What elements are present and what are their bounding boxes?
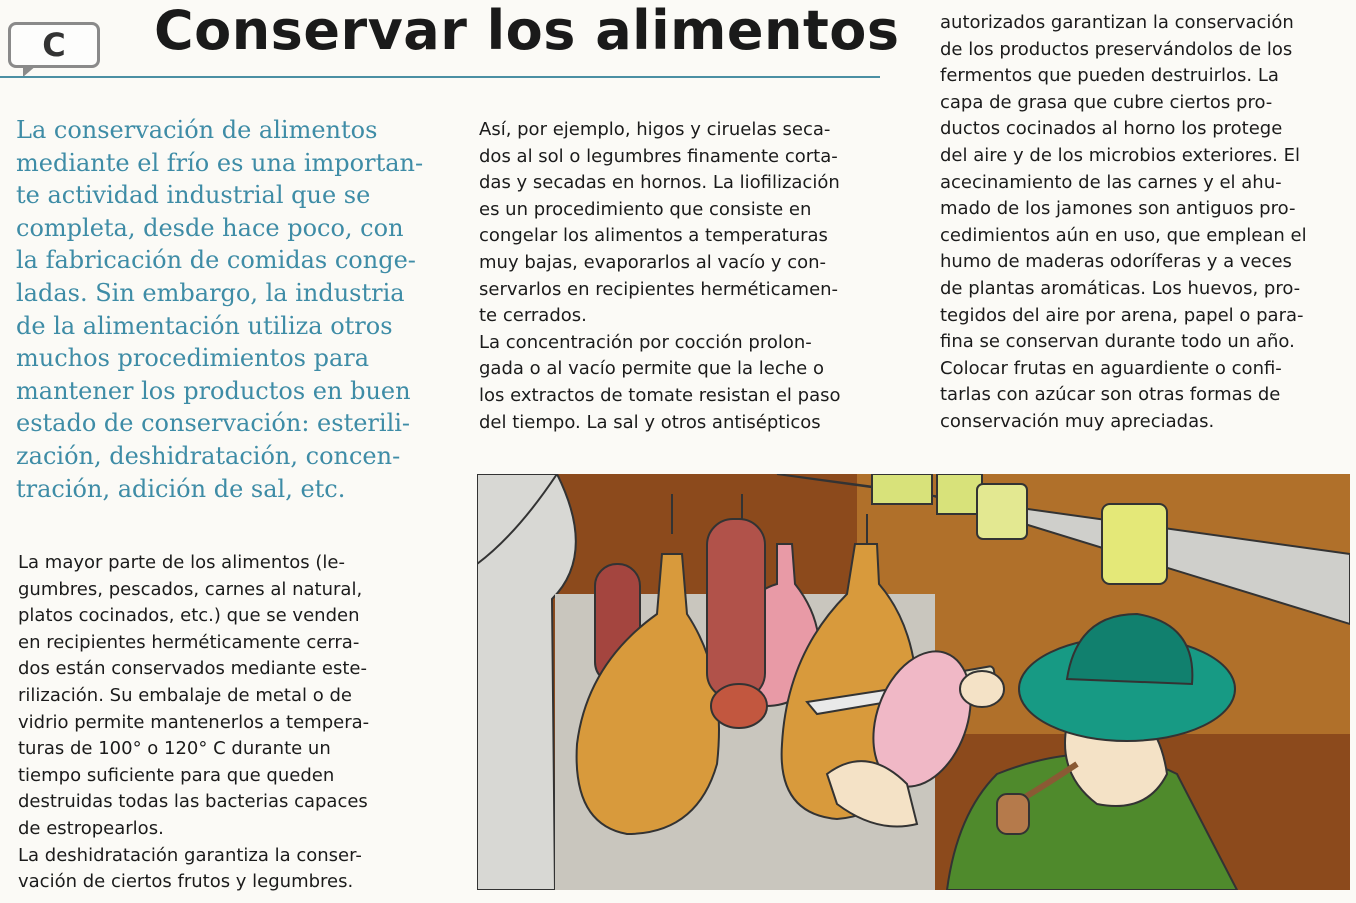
text-line: mado de los jamones son antiguos pro- [940, 198, 1296, 220]
intro-line: zación, deshidratación, concen- [16, 441, 401, 470]
illustration-svg [477, 474, 1350, 890]
text-line: fina se conservan durante todo un año. [940, 331, 1295, 353]
title-underline [0, 76, 880, 78]
text-line: rilización. Su embalaje de metal o de [18, 684, 352, 706]
intro-paragraph [16, 114, 422, 505]
intro-line: muchos procedimientos para [16, 344, 370, 373]
intro-line: mediante el frío es una importan- [16, 148, 424, 177]
pipe-bowl-icon [997, 794, 1029, 834]
text-line: congelar los alimentos a temperaturas [479, 225, 828, 247]
text-line: te cerrados. [479, 305, 587, 327]
text-line: cedimientos aún en uso, que emplean el [940, 224, 1307, 246]
text-line: Así, por ejemplo, higos y ciruelas seca- [479, 119, 831, 140]
hand-icon [960, 671, 1004, 707]
text-line: muy bajas, evaporarlos al vacío y con- [479, 251, 827, 273]
text-line: los extractos de tomate resistan el paso [479, 384, 841, 406]
section-letter: C [42, 26, 66, 64]
intro-line: completa, desde hace poco, con [16, 213, 404, 242]
section-badge [8, 22, 100, 68]
text-line: autorizados garantizan la conservación [940, 12, 1294, 33]
body-column-2 [479, 117, 889, 436]
text-line: La concentración por cocción prolon- [479, 331, 812, 353]
text-line: del tiempo. La sal y otros antisépticos [479, 411, 821, 433]
text-line: vidrio permite mantenerlos a tempera- [18, 711, 370, 733]
text-line: dos al sol o legumbres finamente corta- [479, 145, 838, 167]
text-line: La mayor parte de los alimentos (le- [18, 552, 345, 573]
smokehouse-illustration [477, 474, 1350, 890]
text-line: servarlos en recipientes herméticamen- [479, 278, 839, 300]
text-line: ductos cocinados al horno los protege [940, 118, 1283, 140]
text-line: dos están conservados mediante este- [18, 658, 368, 680]
text-line: turas de 100° o 120° C durante un [18, 738, 331, 760]
intro-line: La conservación de alimentos [16, 116, 378, 144]
text-line: fermentos que pueden destruirlos. La [940, 65, 1279, 87]
jar-icon [1102, 504, 1167, 584]
text-line: gumbres, pescados, carnes al natural, [18, 578, 363, 600]
text-line: das y secadas en hornos. La liofilización [479, 172, 840, 194]
text-line: del aire y de los microbios exteriores. El [940, 144, 1300, 166]
intro-line: estado de conservación: esterili- [16, 409, 411, 438]
text-line: es un procedimiento que consiste en [479, 198, 812, 220]
intro-line: mantener los productos en buen [16, 376, 411, 405]
salami-icon [707, 519, 765, 699]
text-line: de estropearlos. [18, 817, 164, 839]
text-line: La deshidratación garantiza la conser- [18, 844, 362, 866]
text-line: de plantas aromáticas. Los huevos, pro- [940, 277, 1301, 299]
text-line: acecinamiento de las carnes y el ahu- [940, 171, 1282, 193]
text-line: destruidas todas las bacterias capaces [18, 791, 368, 813]
intro-line: ladas. Sin embargo, la industria [16, 278, 405, 307]
text-line: capa de grasa que cubre ciertos pro- [940, 91, 1273, 113]
text-line: platos cocinados, etc.) que se venden [18, 605, 360, 627]
intro-line: la fabricación de comidas conge- [16, 246, 416, 275]
page-title: Conservar los alimentos [154, 0, 900, 62]
text-line: tarlas con azúcar son otras formas de [940, 384, 1281, 406]
text-line: vación de ciertos frutos y legumbres. [18, 871, 354, 893]
intro-line: te actividad industrial que se [16, 181, 371, 210]
salami-slice-icon [711, 684, 767, 728]
body-column-1 [18, 550, 428, 896]
text-line: en recipientes herméticamente cerra- [18, 631, 360, 653]
intro-line: tración, adición de sal, etc. [16, 474, 346, 503]
text-line: tegidos del aire por arena, papel o para- [940, 304, 1304, 326]
intro-line: de la alimentación utiliza otros [16, 311, 393, 340]
text-line: Colocar frutas en aguardiente o confi- [940, 357, 1282, 379]
text-line: tiempo suficiente para que queden [18, 764, 335, 786]
text-line: de los productos preservándolos de los [940, 38, 1293, 60]
text-line: gada o al vacío permite que la leche o [479, 358, 824, 380]
body-column-3 [940, 10, 1350, 436]
jar-icon [977, 484, 1027, 539]
text-line: conservación muy apreciadas. [940, 410, 1215, 432]
text-line: humo de maderas odoríferas y a veces [940, 251, 1292, 273]
jar-icon [937, 474, 982, 514]
jar-icon [872, 474, 932, 504]
